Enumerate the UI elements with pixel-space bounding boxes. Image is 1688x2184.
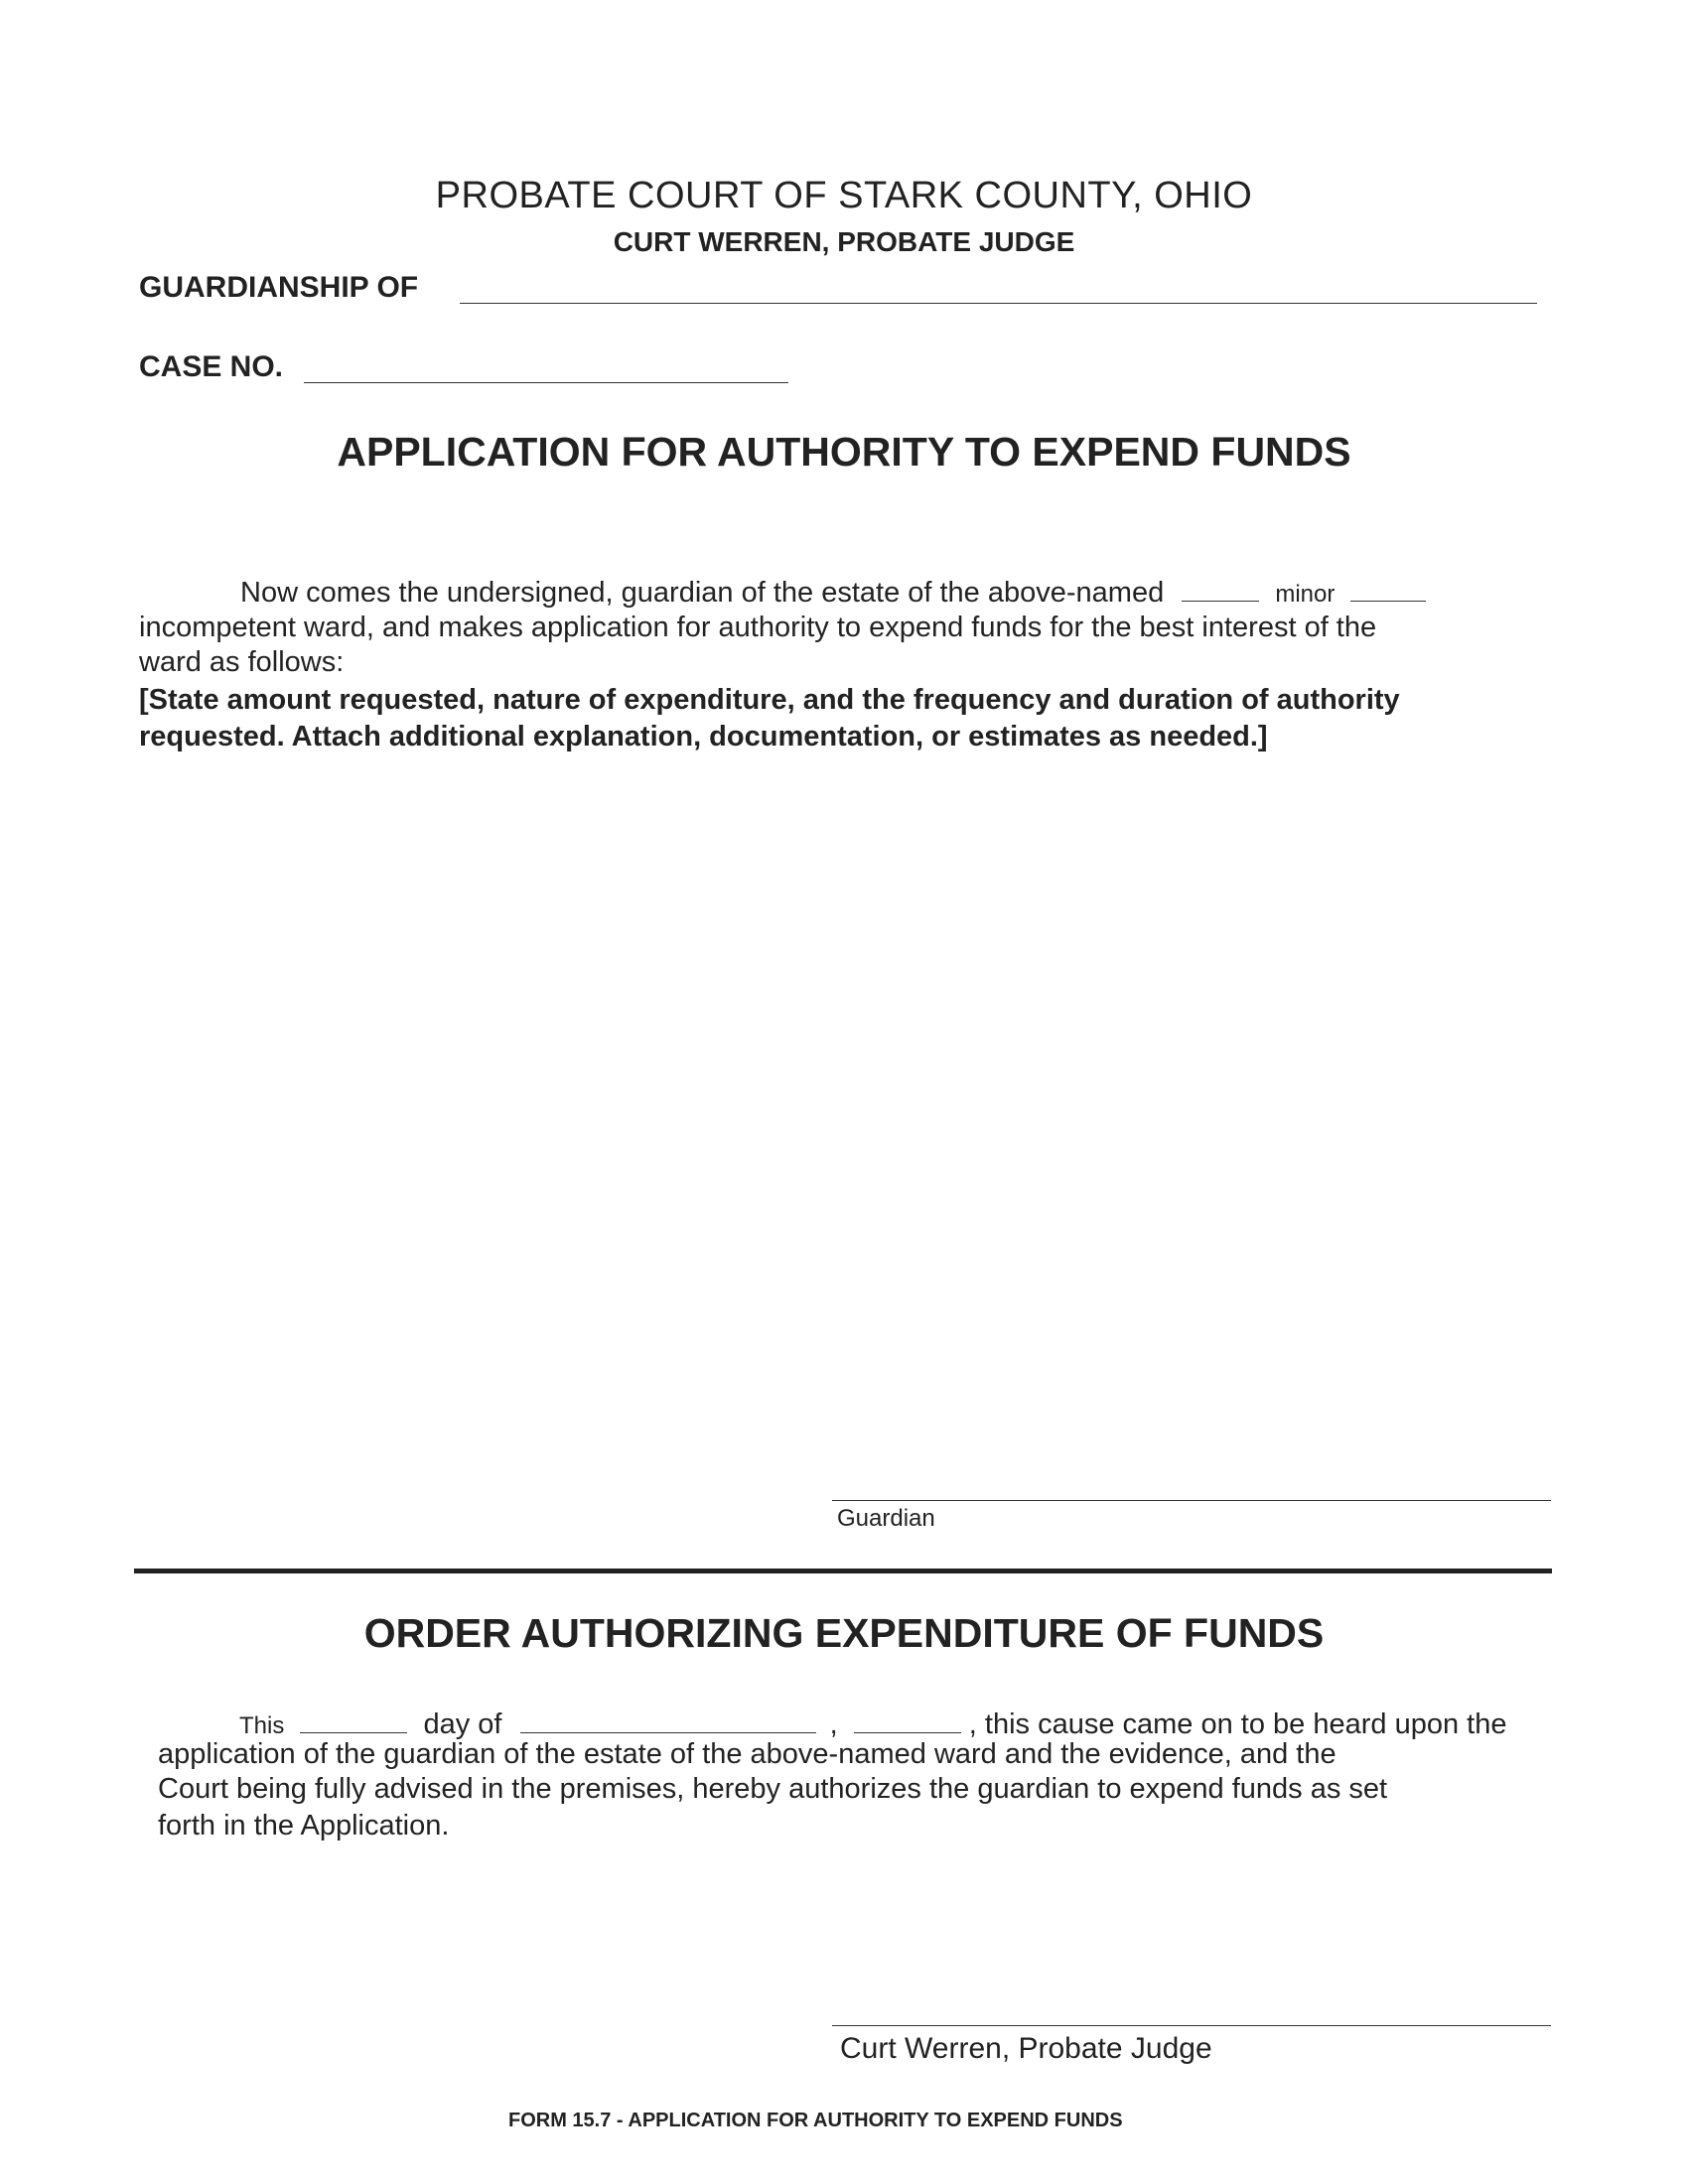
- expenditure-details-area[interactable]: [139, 774, 1549, 1469]
- application-para-line3: ward as follows:: [139, 646, 345, 678]
- case-no-label: CASE NO.: [139, 350, 284, 383]
- section-divider: [134, 1569, 1552, 1573]
- order-para-line3: Court being fully advised in the premises, hereby authorizes the guardian to expend funds as set: [158, 1773, 1388, 1805]
- order-comma: ,: [829, 1708, 838, 1740]
- minor-checkbox-blank[interactable]: [1182, 577, 1259, 602]
- guardian-signature-line[interactable]: [832, 1500, 1551, 1501]
- incompetent-checkbox-blank[interactable]: [1350, 577, 1426, 602]
- order-year-field[interactable]: [854, 1708, 961, 1733]
- court-name: PROBATE COURT OF STARK COUNTY, OHIO: [435, 175, 1253, 216]
- order-this-word: This: [239, 1712, 285, 1739]
- order-line1-end: , this cause came on to be heard upon the: [968, 1708, 1507, 1740]
- case-no-field[interactable]: [304, 382, 788, 383]
- form-footer: FORM 15.7 - APPLICATION FOR AUTHORITY TO EXPEND FUNDS: [508, 2110, 1123, 2131]
- application-para-line2: incompetent ward, and makes application for authority to expend funds for the best interest of the: [139, 612, 1377, 643]
- instructions-line1: [State amount requested, nature of expenditure, and the frequency and duration of authority: [139, 684, 1400, 716]
- judge-signature-label: Curt Werren, Probate Judge: [840, 2032, 1212, 2065]
- order-para-line2: application of the guardian of the estate of the above-named ward and the evidence, and the: [158, 1738, 1336, 1770]
- judge-signature-line[interactable]: [832, 2025, 1551, 2026]
- application-para-start: Now comes the undersigned, guardian of the estate of the above-named: [240, 577, 1165, 609]
- order-day-field[interactable]: [300, 1708, 407, 1733]
- order-para-line4: forth in the Application.: [158, 1810, 450, 1842]
- guardianship-name-field[interactable]: [460, 303, 1537, 304]
- minor-label: minor: [1275, 581, 1336, 608]
- instructions-line2: requested. Attach additional explanation, documentation, or estimates as needed.]: [139, 721, 1268, 752]
- order-month-field[interactable]: [520, 1708, 816, 1733]
- order-day-of: day of: [423, 1708, 502, 1740]
- guardianship-label: GUARDIANSHIP OF: [139, 271, 419, 304]
- application-title: APPLICATION FOR AUTHORITY TO EXPEND FUNDS: [337, 429, 1351, 475]
- guardian-label: Guardian: [837, 1505, 935, 1532]
- application-para-line1: [240, 576, 1426, 612]
- judge-subtitle: CURT WERREN, PROBATE JUDGE: [613, 226, 1075, 257]
- order-title: ORDER AUTHORIZING EXPENDITURE OF FUNDS: [363, 1610, 1325, 1656]
